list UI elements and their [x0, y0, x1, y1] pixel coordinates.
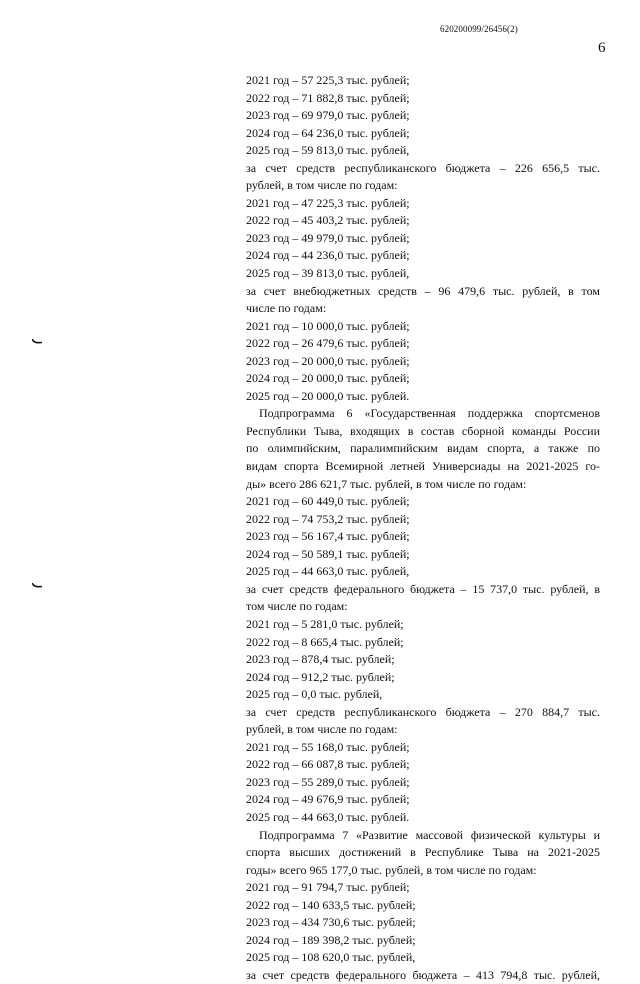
text-line: 2025 год – 39 813,0 тыс. рублей,	[246, 266, 410, 281]
text-line: за счет средств федерального бюджета – 413 794,8 тыс. рублей,	[246, 967, 600, 982]
text-line: 2024 год – 912,2 тыс. рублей;	[246, 669, 395, 684]
margin-mark-icon	[32, 339, 42, 344]
text-line: том числе по годам:	[246, 599, 348, 614]
text-line: 2022 год – 26 479,6 тыс. рублей;	[246, 336, 410, 351]
text-line: 2024 год – 50 589,1 тыс. рублей;	[246, 546, 410, 561]
text-line: Республики Тыва, входящих в состав сборной команды России	[246, 423, 600, 438]
text-line: 2023 год – 55 289,0 тыс. рублей;	[246, 774, 410, 789]
text-line: за счет внебюджетных средств – 96 479,6 тыс. рублей, в том	[246, 283, 600, 298]
text-line: за счет средств республиканского бюджета – 226 656,5 тыс.	[246, 160, 600, 175]
text-line: 2022 год – 66 087,8 тыс. рублей;	[246, 757, 410, 772]
text-line: 2025 год – 44 663,0 тыс. рублей.	[246, 809, 410, 824]
text-line: 2025 год – 108 620,0 тыс. рублей,	[246, 950, 416, 965]
text-line: ды» всего 286 621,7 тыс. рублей, в том числе по годам:	[246, 476, 527, 491]
text-line: числе по годам:	[246, 301, 327, 316]
text-line: рублей, в том числе по годам:	[246, 722, 398, 737]
text-line: за счет средств федерального бюджета – 15 737,0 тыс. рублей, в	[246, 581, 600, 596]
text-line: 2023 год – 878,4 тыс. рублей;	[246, 652, 395, 667]
text-line: 2024 год – 189 398,2 тыс. рублей;	[246, 932, 416, 947]
text-line: 2021 год – 5 281,0 тыс. рублей;	[246, 616, 404, 631]
text-line: 2022 год – 8 665,4 тыс. рублей;	[246, 634, 404, 649]
text-line: рублей, в том числе по годам:	[246, 178, 398, 193]
text-line: 2024 год – 44 236,0 тыс. рублей;	[246, 248, 410, 263]
text-line: 2025 год – 44 663,0 тыс. рублей,	[246, 564, 410, 579]
text-line: 2023 год – 56 167,4 тыс. рублей;	[246, 529, 410, 544]
text-line: 2025 год – 20 000,0 тыс. рублей.	[246, 388, 410, 403]
text-line: 2024 год – 64 236,0 тыс. рублей;	[246, 125, 410, 140]
text-line: Подпрограмма 7 «Развитие массовой физической культуры и	[259, 827, 600, 842]
text-line: 2021 год – 60 449,0 тыс. рублей;	[246, 494, 410, 509]
text-line: 2021 год – 10 000,0 тыс. рублей;	[246, 318, 410, 333]
text-line: 2023 год – 49 979,0 тыс. рублей;	[246, 230, 410, 245]
text-line: 2024 год – 20 000,0 тыс. рублей;	[246, 371, 410, 386]
text-line: 2025 год – 0,0 тыс. рублей,	[246, 687, 383, 702]
text-line: 2022 год – 71 882,8 тыс. рублей;	[246, 90, 410, 105]
document-body	[246, 72, 600, 984]
text-line: по олимпийским, паралимпийским видам спорта, а также по	[246, 441, 600, 456]
text-line: 2023 год – 69 979,0 тыс. рублей;	[246, 108, 410, 123]
text-line: 2021 год – 55 168,0 тыс. рублей;	[246, 739, 410, 754]
document-code: 620200099/26456(2)	[440, 24, 518, 34]
text-line: 2022 год – 74 753,2 тыс. рублей;	[246, 511, 410, 526]
margin-mark-icon	[32, 583, 42, 588]
text-line: 2021 год – 91 794,7 тыс. рублей;	[246, 880, 410, 895]
text-line: 2025 год – 59 813,0 тыс. рублей,	[246, 143, 410, 158]
text-line: спорта высших достижений в Республике Тыва на 2021-2025	[246, 845, 600, 860]
text-line: 2022 год – 140 633,5 тыс. рублей;	[246, 897, 416, 912]
text-line: 2023 год – 20 000,0 тыс. рублей;	[246, 353, 410, 368]
text-line: 2024 год – 49 676,9 тыс. рублей;	[246, 792, 410, 807]
text-line: годы» всего 965 177,0 тыс. рублей, в том числе по годам:	[246, 862, 537, 877]
text-line: Подпрограмма 6 «Государственная поддержка спортсменов	[259, 406, 600, 421]
text-line: 2023 год – 434 730,6 тыс. рублей;	[246, 915, 416, 930]
page-number: 6	[598, 40, 606, 56]
text-line: 2021 год – 57 225,3 тыс. рублей;	[246, 73, 410, 87]
text-line: 2021 год – 47 225,3 тыс. рублей;	[246, 195, 410, 210]
text-line: за счет средств республиканского бюджета – 270 884,7 тыс.	[246, 704, 600, 719]
text-line: 2022 год – 45 403,2 тыс. рублей;	[246, 213, 410, 228]
text-line: видам спорта Всемирной летней Универсиады на 2021-2025 го-	[246, 459, 600, 474]
